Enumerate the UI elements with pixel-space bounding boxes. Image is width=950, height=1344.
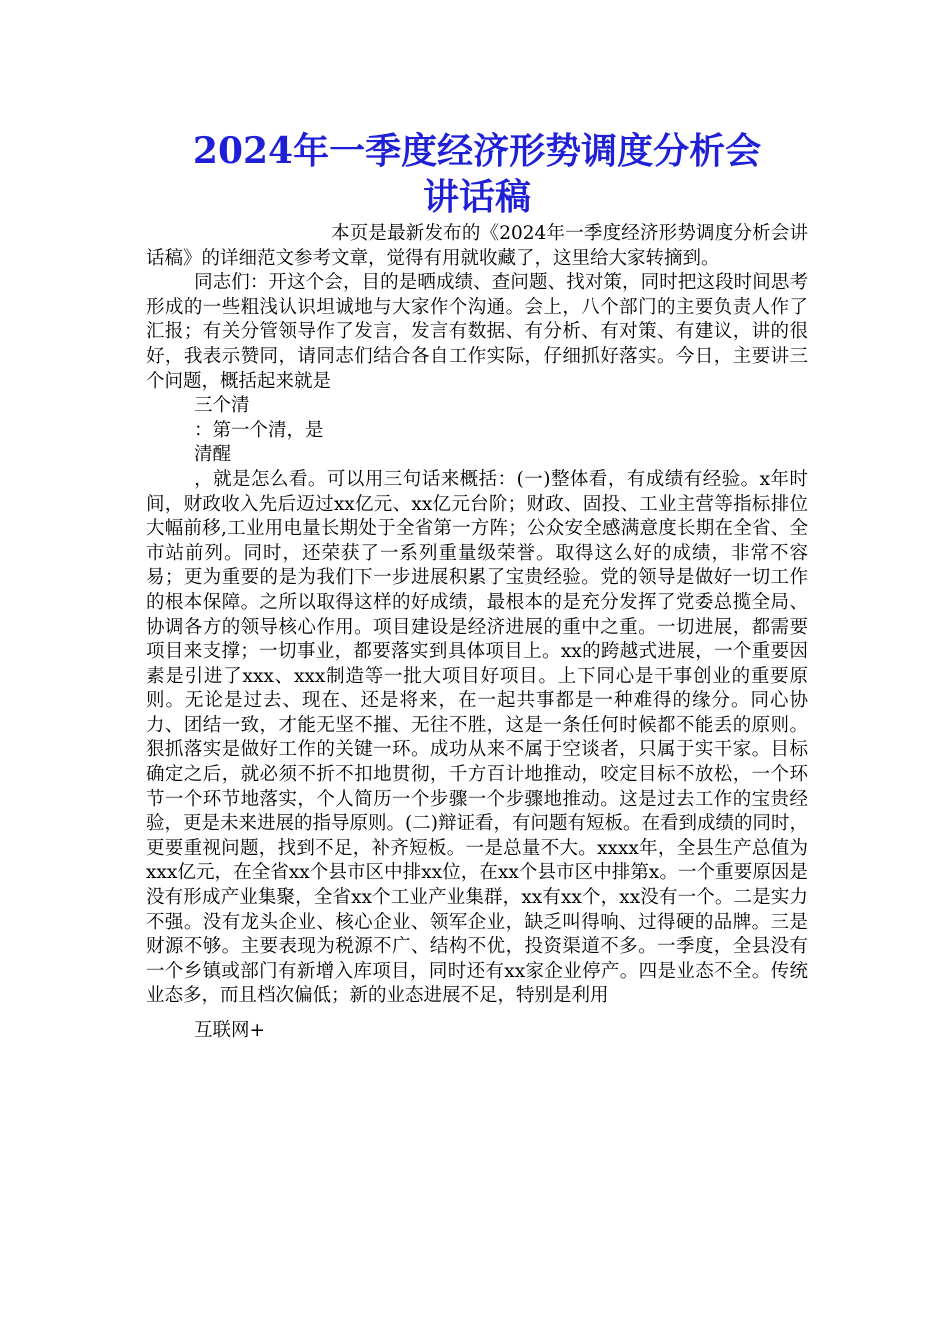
line-internet-plus: 互联网+ [194,1020,266,1041]
document-body [146,222,808,1044]
document-title [146,128,808,220]
line-three-clear: 三个清 [194,395,250,417]
title-line-2: 讲话稿 [422,176,531,218]
body-paragraph-1: 同志们：开这个会，目的是晒成绩、查问题、找对策，同时把这段时间思考形成的一些粗浅认识坦诚地与大家作个沟通。会上，八个部门的主要负责人作了汇报；有关分管领导作了发言，发言有数据、有分析、有对策、有建议，讲的很好，我表示赞同，请同志们结合各自工作实际，仔细抓好落实。今日，主要讲三个问题，概括起来就是 [146,272,808,392]
line-sober: 清醒 [194,444,232,466]
body-paragraph-2: ，就是怎么看。可以用三句话来概括：(一)整体看，有成绩有经验。x年时间，财政收入先后迈过xx亿元、xx亿元台阶；财政、固投、工业主营等指标排位大幅前移,工业用电量长期处于全省第一方阵；公众安全感满意度长期在全省、全市站前列。同时，还荣获了一系列重量级荣誉。取得这么好的成绩，非常不容易；更为重要的是为我们下一步进展积累了宝贵经验。党的领导是做好一切工作的根本保障。之所以取得这样的好成绩，最根本的是充分发挥了党委总揽全局、协调各方的领导核心作用。项目建设是经济进展的重中之重。一切进展，都需要项目来支撑；一切事业，都要落实到具体项目上。xx的跨越式进展，一个重要因素是引进了xxx、xxx制造等一批大项目好项目。上下同心是干事创业的重要原则。无论是过去、现在、还是将来，在一起共事都是一种难得的缘分。同心协力、团结一致，才能无坚不摧、无往不胜，这是一条任何时候都不能丢的原则。狠抓落实是做好工作的关键一环。成功从来不属于空谈者，只属于实干家。目标确定之后，就必须不折不扣地贯彻，千方百计地推动，咬定目标不放松，一个环节一个环节地落实，个人简历一个步骤一个步骤地推动。这是过去工作的宝贵经验，更是未来进展的指导原则。(二)辩证看，有问题有短板。在看到成绩的同时，更要重视问题，找到不足，补齐短板。一是总量不大。xxxx年，全县生产总值为xxx亿元，在全省xx个县市区中排xx位，在xx个县市区中排第x。一个重要原因是没有形成产业集聚，全省xx个工业产业集群，xx有xx个，xx没有一个。二是实力不强。没有龙头企业、核心企业、领军企业，缺乏叫得响、过得硬的品牌。三是财源不够。主要表现为税源不广、结构不优，投资渠道不多。一季度，全县没有一个乡镇或部门有新增入库项目，同时还有xx家企业停产。四是业态不全。传统业态多，而且档次偏低；新的业态进展不足，特别是利用 [146,468,808,1007]
line-first-clear: ：第一个清，是 [194,419,324,441]
title-line-1: 2024年一季度经济形势调度分析会 [192,130,762,172]
document-page [146,128,808,1044]
intro-paragraph: 本页是最新发布的《2024年一季度经济形势调度分析会讲话稿》的详细范文参考文章，觉得有用就收藏了，这里给大家转摘到。 [146,223,808,269]
